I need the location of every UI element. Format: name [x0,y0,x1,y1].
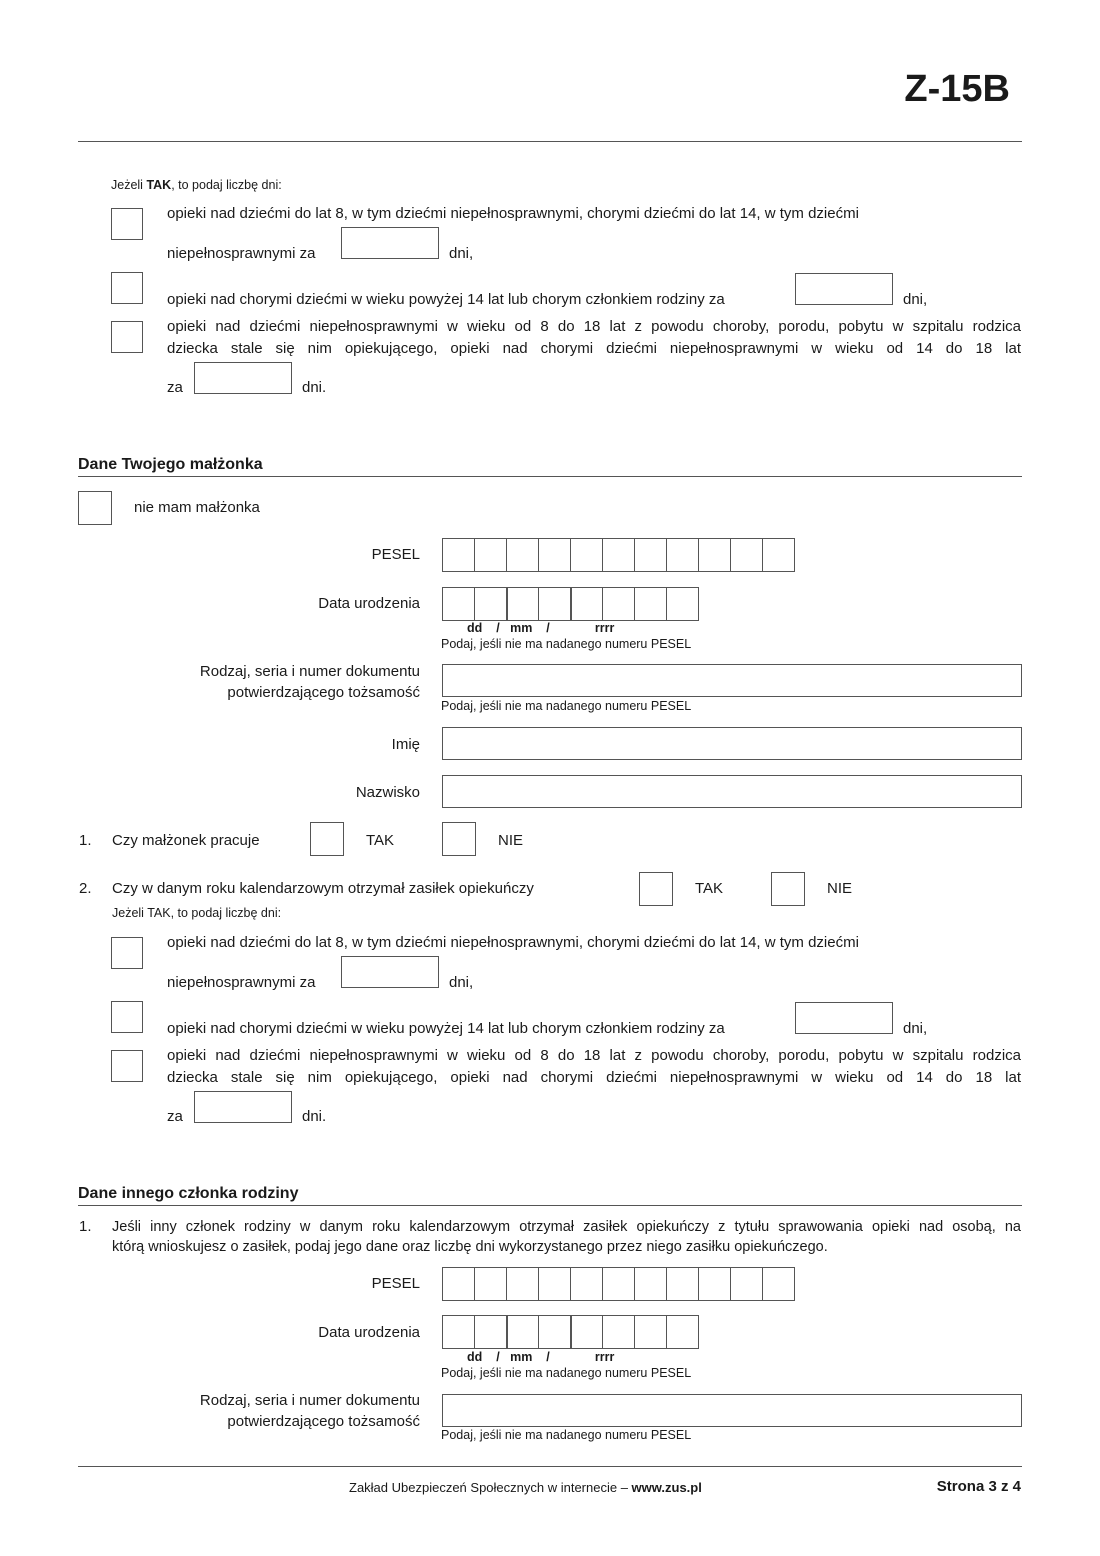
pesel-digit[interactable] [506,538,539,572]
care-sick-children-over-14-label: opieki nad chorymi dziećmi w wieku powyżej 14 lat lub chorym członkiem rodziny za [167,291,725,308]
spouse-section-title: Dane Twojego małżonka [78,456,263,473]
days-intro: Jeżeli TAK, to podaj liczbę dni: [111,178,282,192]
pesel-digit[interactable] [666,538,699,572]
date-digit[interactable] [506,587,539,621]
spouse-first-name-input[interactable] [442,727,1022,760]
spouse-benefit-question: Czy w danym roku kalendarzowym otrzymał zasiłek opiekuńczy [112,880,534,897]
spouse-section-divider [78,476,1022,477]
spouse-birth-date-input[interactable] [442,587,698,621]
spouse-works-no-checkbox[interactable] [442,822,476,856]
spouse-care-disabled-children-checkbox[interactable] [111,1050,143,1082]
pesel-digit[interactable] [442,1267,475,1301]
yes-label: TAK [366,832,395,849]
birth-date-hint: Podaj, jeśli nie ma nadanego numeru PESEL [441,1366,692,1380]
spouse-care-sick-children-over-14-checkbox[interactable] [111,1001,143,1033]
no-spouse-label: nie mam małżonka [134,499,260,516]
family-id-doc-input[interactable] [442,1394,1022,1427]
date-digit[interactable] [538,587,571,621]
pesel-digit[interactable] [538,538,571,572]
care-children-under-8-days-input[interactable] [341,227,439,259]
spouse-last-name-input[interactable] [442,775,1022,808]
care-disabled-children-label-cont: dziecka stale się nim opiekującego, opieki nad chorymi dziećmi niepełnosprawnymi w wieku od 14 do 18 lat [167,340,1021,357]
spouse-pesel-input[interactable] [442,538,794,572]
pesel-digit[interactable] [634,1267,667,1301]
question-number: 1. [79,1218,92,1235]
pesel-digit[interactable] [730,538,763,572]
id-doc-label-line1: Rodzaj, seria i numer dokumentu [199,663,420,680]
spouse-care-disabled-children-label-cont: dziecka stale się nim opiekującego, opieki nad chorymi dziećmi niepełnosprawnymi w wieku od 14 do 18 lat [167,1069,1021,1086]
spouse-birth-date-label: Data urodzenia [318,595,420,612]
family-birth-date-label: Data urodzenia [318,1324,420,1341]
id-doc-label-line2: potwierdzającego tożsamość [227,684,420,701]
date-format-hint: dd / mm / rrrr [467,621,615,635]
care-disabled-children-days-input[interactable] [194,362,292,394]
id-doc-label-line1: Rodzaj, seria i numer dokumentu [199,1392,420,1409]
pesel-digit[interactable] [698,538,731,572]
spouse-care-children-under-8-label: opieki nad dziećmi do lat 8, w tym dziećmi niepełnosprawnymi, chorymi dziećmi do lat 14, w tym dziećmi [167,934,859,951]
pesel-digit[interactable] [442,538,475,572]
date-digit[interactable] [570,1315,603,1349]
id-doc-hint: Podaj, jeśli nie ma nadanego numeru PESEL [441,699,692,713]
family-section-title: Dane innego członka rodziny [78,1185,299,1202]
care-sick-children-over-14-checkbox[interactable] [111,272,143,304]
footer-org-text: Zakład Ubezpieczeń Społecznych w internecie – www.zus.pl [349,1480,702,1495]
spouse-id-doc-input[interactable] [442,664,1022,697]
spouse-care-disabled-children-days-input[interactable] [194,1091,292,1123]
spouse-care-sick-children-over-14-label: opieki nad chorymi dziećmi w wieku powyżej 14 lat lub chorym członkiem rodziny za [167,1020,725,1037]
pesel-digit[interactable] [474,538,507,572]
yes-label: TAK [695,880,724,897]
days-unit: dni, [903,1020,928,1037]
family-pesel-label: PESEL [371,1275,420,1292]
days-unit: dni, [903,291,928,308]
spouse-last-name-label: Nazwisko [355,784,420,801]
care-disabled-children-checkbox[interactable] [111,321,143,353]
date-digit[interactable] [538,1315,571,1349]
pesel-digit[interactable] [474,1267,507,1301]
spouse-care-children-under-8-checkbox[interactable] [111,937,143,969]
date-digit[interactable] [666,587,699,621]
spouse-care-children-under-8-days-input[interactable] [341,956,439,988]
birth-date-hint: Podaj, jeśli nie ma nadanego numeru PESEL [441,637,692,651]
date-format-hint: dd / mm / rrrr [467,1350,615,1364]
spouse-care-sick-children-over-14-days-input[interactable] [795,1002,893,1034]
spouse-works-yes-checkbox[interactable] [310,822,344,856]
pesel-digit[interactable] [762,1267,795,1301]
care-sick-children-over-14-days-input[interactable] [795,273,893,305]
website-link[interactable]: www.zus.pl [631,1480,702,1495]
spouse-benefit-no-checkbox[interactable] [771,872,805,906]
spouse-care-disabled-children-label-za: za [167,1108,183,1125]
date-digit[interactable] [442,587,475,621]
care-children-under-8-label-cont: niepełnosprawnymi za [167,245,316,262]
pesel-digit[interactable] [570,538,603,572]
form-code: Z-15B [904,68,1010,110]
pesel-digit[interactable] [634,538,667,572]
date-digit[interactable] [634,1315,667,1349]
date-digit[interactable] [666,1315,699,1349]
spouse-care-disabled-children-label: opieki nad dziećmi niepełnosprawnymi w wieku od 8 do 18 lat z powodu choroby, porodu, pobytu w szpitalu rodzica [167,1047,1021,1064]
date-digit[interactable] [634,587,667,621]
date-digit[interactable] [602,587,635,621]
date-digit[interactable] [474,587,507,621]
header-divider [78,141,1022,142]
spouse-id-doc-label [120,663,420,702]
care-children-under-8-checkbox[interactable] [111,208,143,240]
pesel-digit[interactable] [602,1267,635,1301]
days-unit: dni, [449,245,474,262]
family-pesel-input[interactable] [442,1267,794,1301]
id-doc-hint: Podaj, jeśli nie ma nadanego numeru PESEL [441,1428,692,1442]
family-id-doc-label [120,1392,420,1431]
days-unit: dni, [449,974,474,991]
days-unit: dni. [302,379,327,396]
spouse-works-question: Czy małżonek pracuje [112,832,260,849]
pesel-digit[interactable] [698,1267,731,1301]
no-label: NIE [827,880,853,897]
pesel-digit[interactable] [730,1267,763,1301]
date-digit[interactable] [474,1315,507,1349]
spouse-days-intro: Jeżeli TAK, to podaj liczbę dni: [112,906,282,920]
pesel-digit[interactable] [506,1267,539,1301]
date-digit[interactable] [570,587,603,621]
no-spouse-checkbox[interactable] [78,491,112,525]
family-birth-date-input[interactable] [442,1315,698,1349]
id-doc-label-line2: potwierdzającego tożsamość [227,1413,420,1430]
pesel-digit[interactable] [602,538,635,572]
care-children-under-8-label: opieki nad dziećmi do lat 8, w tym dziećmi niepełnosprawnymi, chorymi dziećmi do lat 14, w tym dziećmi [167,205,859,222]
date-digit[interactable] [442,1315,475,1349]
pesel-digit[interactable] [666,1267,699,1301]
family-question-text: Jeśli inny członek rodziny w danym roku kalendarzowym otrzymał zasiłek opiekuńczy z tytułu sprawowania opieki nad osobą, na [112,1219,1021,1235]
days-unit: dni. [302,1108,327,1125]
spouse-care-children-under-8-label-cont: niepełnosprawnymi za [167,974,316,991]
date-digit[interactable] [602,1315,635,1349]
page-number: Strona 3 z 4 [936,1478,1021,1495]
pesel-digit[interactable] [538,1267,571,1301]
family-question-text-cont: którą wnioskujesz o zasiłek, podaj jego dane oraz liczbę dni wykorzystanego przez niego zasiłku opiekuńczego. [112,1239,828,1255]
pesel-digit[interactable] [570,1267,603,1301]
spouse-pesel-label: PESEL [371,546,420,563]
date-digit[interactable] [506,1315,539,1349]
family-section-divider [78,1205,1022,1206]
pesel-digit[interactable] [762,538,795,572]
question-number: 2. [79,880,92,897]
no-label: NIE [498,832,524,849]
care-disabled-children-label-za: za [167,379,183,396]
care-disabled-children-label: opieki nad dziećmi niepełnosprawnymi w wieku od 8 do 18 lat z powodu choroby, porodu, pobytu w szpitalu rodzica [167,318,1021,335]
spouse-benefit-yes-checkbox[interactable] [639,872,673,906]
spouse-first-name-label: Imię [391,736,420,753]
footer-divider [78,1466,1022,1467]
question-number: 1. [79,832,92,849]
